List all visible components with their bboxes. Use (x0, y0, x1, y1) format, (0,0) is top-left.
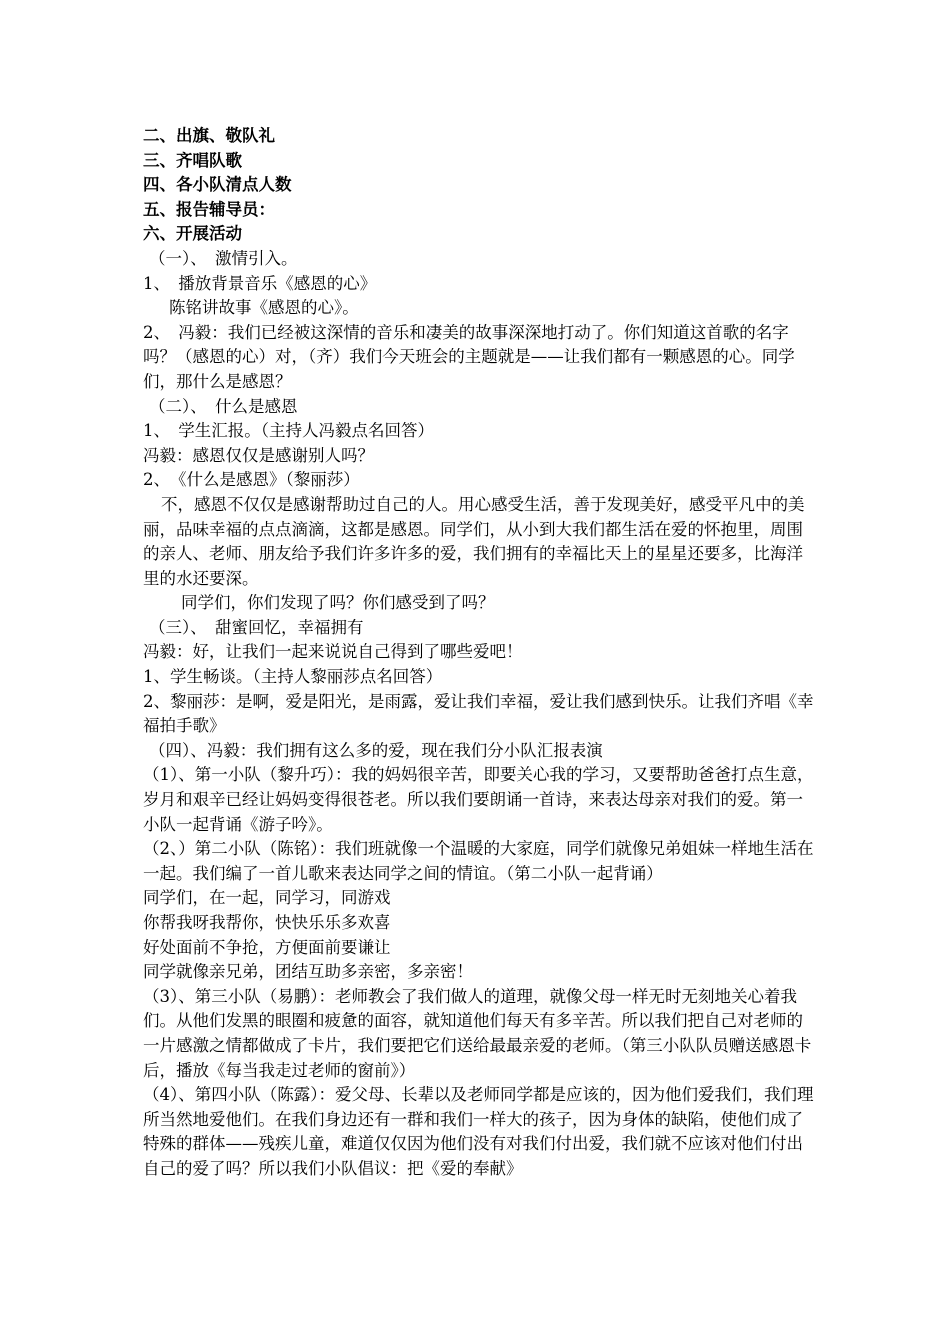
paragraph: 1、学生畅谈。（主持人黎丽莎点名回答） (143, 667, 443, 687)
heading-sing-anthem: 三、齐唱队歌 (143, 150, 242, 170)
poem-line: 好处面前不争抢，方便面前要谦让 (143, 937, 391, 957)
heading-count-members: 四、各小队清点人数 (143, 175, 292, 195)
poem-line: 同学们，在一起，同学习，同游戏 (143, 888, 391, 908)
paragraph: 1、 播放背景音乐《感恩的心》 (143, 273, 377, 293)
paragraph: （3）、第三小队（易鹏）：老师教会了我们做人的道理，就像父母一样无时无刻地关心着我们。从他们发黑的眼圈和疲惫的面容，就知道他们每天有多辛苦。所以我们把自己对老师的一片感激之情都做成了卡片，我们要把它们送给最最亲爱的老师。（第三小队队员赠送感恩卡后，播放《每当我走过老师的窗前》） (143, 986, 812, 1080)
paragraph: 同学们，你们发现了吗？你们感受到了吗？ (181, 593, 495, 613)
paragraph: 2、黎丽莎：是啊，爱是阳光，是雨露，爱让我们幸福，爱让我们感到快乐。让我们齐唱《幸福拍手歌》 (143, 691, 814, 736)
paragraph: 2、 冯毅：我们已经被这深情的音乐和凄美的故事深深地打动了。你们知道这首歌的名字吗？（感恩的心）对，（齐）我们今天班会的主题就是——让我们都有一颗感恩的心。同学们，那什么是感恩？ (143, 322, 795, 391)
poem-line: 你帮我呀我帮你，快快乐乐多欢喜 (143, 913, 391, 932)
paragraph: 冯毅：感恩仅仅是感谢别人吗？ (143, 445, 374, 465)
section-3-title: （三）、 甜蜜回忆，幸福拥有 (149, 617, 364, 637)
paragraph: （1）、第一小队（黎升巧）：我的妈妈很辛苦，即要关心我的学习，又要帮助爸爸打点生意，岁月和艰辛已经让妈妈变得很苍老。所以我们要朗诵一首诗，来表达母亲对我们的爱。第一小队一起背诵《游子吟》。 (143, 765, 814, 834)
poem-line: 同学就像亲兄弟，团结互助多亲密，多亲密！ (143, 962, 473, 982)
paragraph: 1、 学生汇报。（主持人冯毅点名回答） (143, 421, 434, 441)
paragraph: 2、 《什么是感恩》（黎丽莎） (143, 470, 360, 490)
paragraph: （4）、第四小队（陈露）：爱父母、长辈以及老师同学都是应该的，因为他们爱我们，我们理所当然地爱他们。在我们身边还有一群和我们一样大的孩子，因为身体的缺陷，使他们成了特殊的群体——残疾儿童，难道仅仅因为他们没有对我们付出爱，我们就不应该对他们付出自己的爱了吗？所以我们小队倡议：把《爱的奉献》 (143, 1085, 814, 1178)
paragraph: 冯毅：好，让我们一起来说说自己得到了哪些爱吧！ (143, 642, 523, 662)
heading-activities: 六、开展活动 (143, 224, 242, 244)
paragraph: 不，感恩不仅仅是感谢帮助过自己的人。用心感受生活，善于发现美好，感受平凡中的美丽，品味幸福的点点滴滴，这都是感恩。同学们，从小到大我们都生活在爱的怀抱里，周围的亲人、老师、朋友给予我们许多许多的爱，我们拥有的幸福比天上的星星还要多，比海洋里的水还要深。 (143, 494, 805, 588)
section-2-title: （二）、 什么是感恩 (149, 396, 298, 416)
heading-flag-salute: 二、出旗、敬队礼 (143, 126, 275, 145)
paragraph: （2、）第二小队（陈铭）：我们班就像一个温暖的大家庭，同学们就像兄弟姐妹一样地生活在一起。我们编了一首儿歌来表达同学之间的情谊。（第二小队一起背诵） (143, 839, 814, 883)
section-4-title: （四）、冯毅：我们拥有这么多的爱，现在我们分小队汇报表演 (149, 740, 603, 760)
paragraph: 陈铭讲故事《感恩的心》。 (169, 298, 359, 318)
heading-report-counselor: 五、报告辅导员： (143, 199, 275, 219)
document-page (143, 124, 815, 1182)
section-1-title: （一）、 激情引入。 (149, 248, 298, 268)
